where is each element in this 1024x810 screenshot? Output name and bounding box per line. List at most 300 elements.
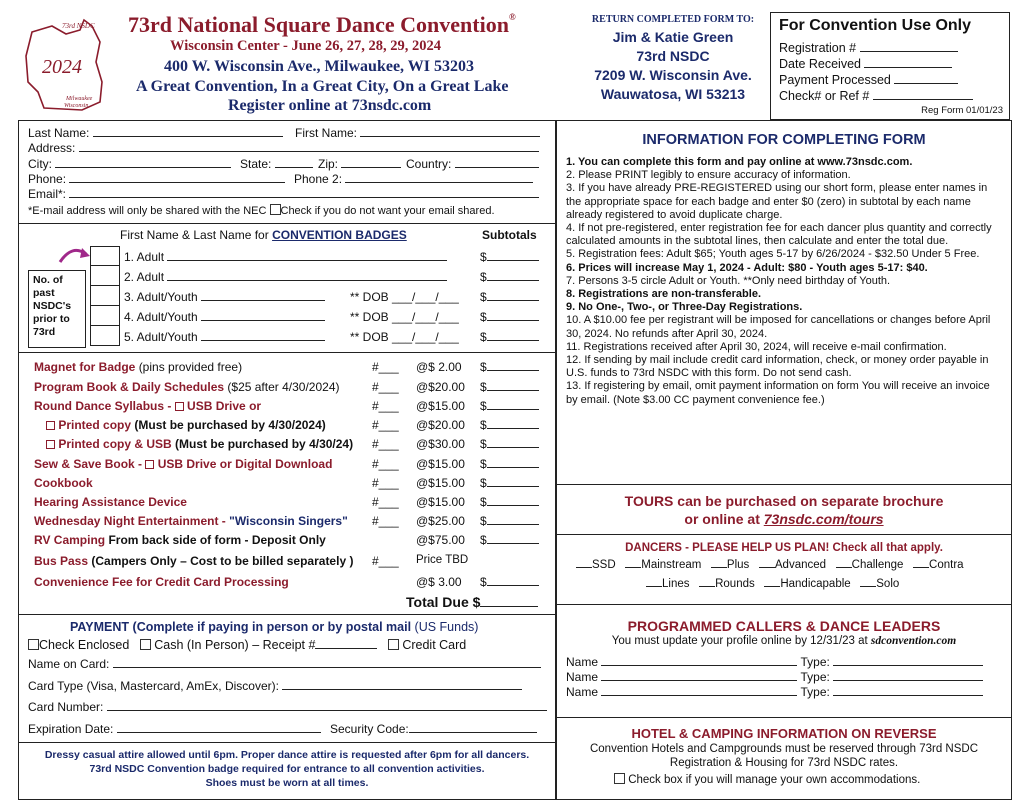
return-label: RETURN COMPLETED FORM TO:	[591, 14, 755, 25]
tours-line: or online at	[684, 511, 760, 527]
item-subtotal[interactable]	[480, 533, 539, 547]
credit-card-label: Credit Card	[402, 638, 467, 652]
item-label: Printed copy & USB	[58, 437, 172, 451]
badge-name-input[interactable]	[167, 270, 447, 281]
payment-subtitle: (Complete if paying in person or by postal mail	[132, 620, 412, 634]
office-field-label: Date Received	[779, 57, 861, 71]
dollar-sign: $	[480, 495, 487, 509]
item-qty[interactable]: #___	[372, 418, 399, 432]
item-label: Program Book & Daily Schedules	[34, 380, 225, 394]
dancer-check[interactable]	[711, 557, 727, 568]
tours-link[interactable]: 73nsdc.com/tours	[763, 511, 884, 527]
item-label: Wednesday Night Entertainment -	[34, 514, 230, 528]
phone-row	[28, 172, 285, 186]
badge-label: 4. Adult/Youth	[124, 310, 198, 324]
item-qty[interactable]: #___	[372, 437, 399, 451]
badge-row-4	[124, 310, 325, 324]
badge-name-input[interactable]	[167, 250, 447, 261]
check-enclosed-label: Check Enclosed	[39, 638, 130, 652]
caller-type-label: Type:	[800, 685, 830, 699]
badge-subtotal[interactable]	[480, 250, 539, 264]
last-name-row	[28, 126, 283, 140]
caller-name-label: Name	[566, 655, 599, 669]
expiration-label: Expiration Date:	[28, 722, 114, 736]
zip-input[interactable]	[341, 157, 401, 168]
office-use-title: For Convention Use Only	[779, 17, 972, 34]
email-optout-checkbox[interactable]	[270, 204, 281, 215]
divider	[18, 352, 556, 353]
item-qty[interactable]: #___	[372, 514, 399, 528]
dollar-sign: $	[480, 290, 487, 304]
phone2-row	[294, 172, 533, 186]
badge-subtotal[interactable]	[480, 290, 539, 304]
badge-label: 2. Adult	[124, 270, 165, 284]
caller-name-label: Name	[566, 670, 599, 684]
dancer-option: Plus	[726, 559, 750, 571]
office-field-line	[873, 89, 973, 100]
subtotal-line	[487, 533, 539, 544]
city-input[interactable]	[55, 157, 231, 168]
badge-row-5	[124, 330, 325, 344]
info-item: 7. Persons 3-5 circle Adult or Youth. **Only need birthday of Youth.	[566, 274, 891, 287]
cash-label: Cash (In Person) – Receipt #	[154, 638, 316, 652]
payment-title: PAYMENT	[70, 620, 130, 634]
divider	[556, 484, 1012, 485]
item-price: @$25.00	[416, 514, 465, 528]
item-convenience	[34, 575, 289, 589]
item-printed-copy	[46, 418, 326, 432]
info-title: INFORMATION FOR COMPLETING FORM	[642, 132, 926, 148]
state-row	[240, 157, 313, 171]
dancer-check[interactable]	[836, 557, 852, 568]
return-address	[578, 14, 768, 102]
item-price: @$15.00	[416, 495, 465, 509]
item-subtotal[interactable]	[480, 418, 539, 432]
item-subtotal[interactable]	[480, 476, 539, 490]
subtotal-line	[487, 270, 539, 281]
caller-type-input[interactable]	[833, 685, 983, 696]
first-name-row	[295, 126, 540, 140]
return-line-1: Jim & Katie Green	[612, 29, 734, 45]
dollar-sign: $	[480, 418, 487, 432]
zip-row	[318, 157, 401, 171]
usb-checkbox[interactable]	[175, 402, 184, 411]
dancers-title: DANCERS - PLEASE HELP US PLAN! Check all that apply.	[625, 542, 943, 554]
email-label: Email*:	[28, 187, 67, 201]
tours-line: TOURS can be purchased on separate brochure	[624, 493, 944, 509]
own-accommodations-row	[614, 773, 920, 786]
badge-name-input[interactable]	[201, 290, 325, 301]
dollar-sign: $	[480, 250, 487, 264]
registered-mark: ®	[508, 12, 516, 22]
item-qty[interactable]: #___	[372, 554, 399, 568]
item-program-book	[34, 380, 339, 394]
dollar-sign: $	[480, 310, 487, 324]
dob-field[interactable]: ** DOB ___/___/___	[350, 330, 459, 344]
state-label: State:	[240, 157, 272, 171]
phone2-input[interactable]	[345, 172, 533, 183]
item-qty[interactable]: #___	[372, 457, 399, 471]
office-field-date	[779, 57, 952, 71]
divider	[556, 534, 1012, 535]
callers-note	[556, 635, 1012, 647]
item-rv	[34, 533, 326, 547]
office-field-registration	[779, 41, 958, 55]
tours-section	[556, 492, 1012, 528]
dollar-sign: $	[480, 437, 487, 451]
past-nsdc-boxes	[90, 246, 120, 346]
zip-label: Zip:	[318, 157, 339, 171]
attire-note-line: 73rd NSDC Convention badge required for entrance to all convention activities.	[89, 763, 485, 775]
dancer-option: Rounds	[715, 578, 755, 590]
card-type-label: Card Type (Visa, Mastercard, AmEx, Discover):	[28, 679, 279, 693]
callers-title: PROGRAMMED CALLERS & DANCE LEADERS	[627, 618, 941, 634]
badges-header-text: First Name & Last Name for	[120, 228, 269, 242]
item-note: (pins provided free)	[138, 360, 243, 374]
attire-note-line: Shoes must be worn at all times.	[205, 777, 369, 789]
divider	[18, 614, 556, 615]
dancer-check[interactable]	[576, 557, 592, 568]
country-input[interactable]	[455, 157, 539, 168]
curved-arrow-icon	[56, 244, 94, 269]
expiration-row	[28, 722, 321, 736]
divider	[556, 717, 1012, 718]
credit-card-checkbox[interactable]	[388, 639, 399, 650]
subtotal-line	[487, 476, 539, 487]
callers-note-text: You must update your profile online by 12/31/23 at	[611, 635, 868, 647]
item-note: (Campers Only – Cost to be billed separately )	[91, 554, 354, 568]
caller-type-input[interactable]	[833, 655, 983, 666]
info-item: 1. You can complete this form and pay online at www.73nsdc.com.	[566, 156, 913, 168]
item-price: @$ 2.00	[416, 360, 462, 374]
info-item: 6. Prices will increase May 1, 2024 - Adult: $80 - Youth ages 5-17: $40.	[566, 261, 928, 274]
venue-address: 400 W. Wisconsin Ave., Milwaukee, WI 53203	[164, 58, 474, 75]
item-price: Price TBD	[416, 554, 469, 566]
email-note-row	[28, 204, 495, 217]
payment-header	[70, 620, 478, 634]
badges-header-link: CONVENTION BADGES	[272, 228, 407, 242]
item-bus	[34, 554, 353, 568]
subtotal-line	[487, 310, 539, 321]
item-price: @$15.00	[416, 476, 465, 490]
item-label: Round Dance Syllabus -	[34, 399, 175, 413]
dob-field[interactable]: ** DOB ___/___/___	[350, 310, 459, 324]
badges-header	[120, 228, 407, 242]
email-input[interactable]	[69, 187, 539, 198]
phone-input[interactable]	[69, 172, 285, 183]
info-item: 10. A $10.00 fee per registrant will be imposed for cancellations or changes before April 30, 2024. No refunds after April 30, 2024.	[566, 314, 991, 340]
info-item: 9. No One-, Two-, or Three-Day Registrations.	[566, 301, 803, 314]
past-nsdc-box[interactable]	[90, 306, 120, 326]
info-item: 4. If not pre-registered, enter registration fee for each dancer plus quantity and correctly calculated amounts in the subtotal lines, then calculate and enter the total due.	[566, 222, 992, 248]
card-number-label: Card Number:	[28, 700, 104, 714]
last-name-input[interactable]	[93, 126, 283, 137]
badge-subtotal[interactable]	[480, 330, 539, 344]
register-online-link[interactable]: Register online at 73nsdc.com	[228, 97, 432, 114]
item-label: Hearing Assistance Device	[34, 495, 187, 509]
subtotal-line	[487, 360, 539, 371]
info-item: 5. Registration fees: Adult $65; Youth ages 5-17 by 6/26/2024 - $32.50 Under 5 Free.	[566, 248, 980, 261]
caller-name-input[interactable]	[601, 685, 797, 696]
card-number-input[interactable]	[107, 700, 547, 711]
badge-subtotal[interactable]	[480, 310, 539, 324]
caller-name-input[interactable]	[601, 655, 797, 666]
item-round-dance	[34, 399, 261, 413]
check-enclosed-checkbox[interactable]	[28, 639, 39, 650]
attire-note-line: Dressy casual attire allowed until 6pm. Proper dance attire is requested after 6pm for all dancers.	[44, 749, 530, 761]
office-field-line	[894, 73, 958, 84]
card-number-row	[28, 700, 547, 714]
badge-row-3	[124, 290, 325, 304]
printed-copy-checkbox[interactable]	[46, 421, 55, 430]
phone2-label: Phone 2:	[294, 172, 343, 186]
item-qty[interactable]: #___	[372, 476, 399, 490]
caller-type-input[interactable]	[833, 670, 983, 681]
item-cookbook	[34, 476, 93, 490]
address-row	[28, 141, 539, 155]
country-label: Country:	[406, 157, 452, 171]
office-field-label: Registration #	[779, 41, 857, 55]
cash-checkbox[interactable]	[140, 639, 151, 650]
item-subtotal[interactable]	[480, 399, 539, 413]
item-qty[interactable]: #___	[372, 360, 399, 374]
item-price: @$15.00	[416, 457, 465, 471]
badge-row-1	[124, 250, 447, 264]
email-optout-label: Check if you do not want your email shared.	[280, 205, 495, 217]
item-price: @$30.00	[416, 437, 465, 451]
security-input[interactable]	[409, 722, 537, 733]
subtotal-line	[487, 457, 539, 468]
badge-name-input[interactable]	[201, 330, 325, 341]
dancer-check[interactable]	[913, 557, 929, 568]
country-row	[406, 157, 539, 171]
caller-row	[566, 655, 983, 669]
dollar-sign: $	[480, 514, 487, 528]
logo-top-text: 73rd NSDC	[62, 22, 95, 30]
office-field-label: Payment Processed	[779, 73, 891, 87]
dollar-sign: $	[480, 360, 487, 374]
phone-label: Phone:	[28, 172, 67, 186]
own-accommodations-label: Check box if you will manage your own accommodations.	[628, 774, 921, 786]
subtotal-line	[487, 495, 539, 506]
item-note: (Must be purchased by 4/30/2024)	[134, 418, 326, 432]
past-nsdc-box[interactable]	[90, 246, 120, 266]
expiration-input[interactable]	[117, 722, 321, 733]
dancer-check[interactable]	[699, 576, 715, 587]
return-line-2: 73rd NSDC	[636, 48, 710, 64]
dollar-sign: $	[480, 457, 487, 471]
name-on-card-row	[28, 657, 541, 671]
item-label: Printed copy	[58, 418, 132, 432]
dancer-check[interactable]	[646, 576, 662, 587]
past-nsdc-box[interactable]	[90, 326, 120, 346]
security-row	[330, 722, 537, 736]
caller-name-input[interactable]	[601, 670, 797, 681]
caller-type-label: Type:	[800, 670, 830, 684]
item-price: @$15.00	[416, 399, 465, 413]
badge-label: 5. Adult/Youth	[124, 330, 198, 344]
dollar-sign: $	[480, 380, 487, 394]
item-label: Bus Pass	[34, 554, 89, 568]
hotel-line: Registration & Housing for 73rd NSDC rates.	[669, 757, 899, 769]
page-title	[128, 12, 516, 38]
venue-dates: Wisconsin Center - June 26, 27, 28, 29, 2024	[170, 38, 441, 54]
receipt-input[interactable]	[315, 638, 377, 649]
convention-logo	[22, 12, 118, 116]
return-line-4: Wauwatosa, WI 53213	[600, 86, 746, 102]
item-note: USB Drive or Digital Download	[157, 457, 333, 471]
dancer-check[interactable]	[860, 576, 876, 587]
info-item: 13. If registering by email, omit payment information on form You will receive an invoice by email. (Note $3.00 CC payment convenience fee.)	[566, 380, 990, 406]
card-type-input[interactable]	[282, 679, 522, 690]
past-nsdc-label: No. of past NSDC's prior to 73rd	[28, 270, 86, 348]
item-label: RV Camping	[34, 533, 106, 547]
first-name-label: First Name:	[295, 126, 358, 140]
payment-methods	[28, 638, 466, 652]
divider	[18, 742, 556, 743]
email-row	[28, 187, 539, 201]
info-item: 3. If you have already PRE-REGISTERED using our short form, please enter names in the appropriate space for each badge and enter $0 (zero) in subtotal by each name already registered to avoid duplicate charge.	[566, 182, 988, 221]
dob-field[interactable]: ** DOB ___/___/___	[350, 290, 459, 304]
info-item: 11. Registrations received after April 30, 2024, will receive e-mail confirmation.	[566, 340, 947, 353]
caller-row	[566, 670, 983, 684]
item-sew-save	[34, 457, 332, 471]
item-qty[interactable]: #___	[372, 380, 399, 394]
total-due[interactable]	[406, 594, 538, 610]
item-price: @$75.00	[416, 533, 465, 547]
dollar-sign: $	[480, 533, 487, 547]
dollar-sign: $	[480, 330, 487, 344]
name-on-card-input[interactable]	[113, 657, 541, 668]
office-field-line	[864, 57, 952, 68]
hotel-title: HOTEL & CAMPING INFORMATION ON REVERSE	[631, 726, 937, 741]
office-use-box	[770, 12, 1010, 120]
printed-usb-checkbox[interactable]	[46, 440, 55, 449]
subtotal-line	[487, 250, 539, 261]
tagline: A Great Convention, In a Great City, On a Great Lake	[136, 78, 509, 95]
dancer-check[interactable]	[759, 557, 775, 568]
item-note: ($25 after 4/30/2024)	[227, 380, 340, 394]
item-subtotal[interactable]	[480, 495, 539, 509]
logo-state: Wisconsin	[64, 103, 89, 109]
item-price: @$ 3.00	[416, 575, 462, 589]
payment-funds: (US Funds)	[414, 620, 479, 634]
item-note: (Must be purchased by 4/30/24)	[175, 437, 354, 451]
dancer-check[interactable]	[764, 576, 780, 587]
subtotal-line	[487, 380, 539, 391]
dancer-option: Solo	[876, 578, 900, 590]
item-subtotal[interactable]	[480, 457, 539, 471]
dollar-sign: $	[480, 270, 487, 284]
subtotal-line	[487, 290, 539, 301]
item-qty[interactable]: #___	[372, 399, 399, 413]
address-input[interactable]	[79, 141, 539, 152]
subtotal-line	[487, 399, 539, 410]
subtotal-line	[487, 330, 539, 341]
subtotal-line	[487, 437, 539, 448]
divider	[18, 223, 556, 224]
hotel-info	[556, 742, 1012, 770]
info-list	[566, 156, 1002, 407]
total-due-label: Total Due $	[406, 594, 481, 610]
item-note: USB Drive or	[187, 399, 262, 413]
return-line-3: 7209 W. Wisconsin Ave.	[594, 67, 752, 83]
item-price: @$20.00	[416, 418, 465, 432]
email-note: *E-mail address will only be shared with the NEC	[28, 205, 267, 217]
item-label: Cookbook	[34, 476, 93, 490]
logo-year: 2024	[42, 56, 82, 78]
item-subtotal[interactable]	[480, 360, 539, 374]
own-accommodations-checkbox[interactable]	[614, 773, 625, 784]
dancer-option: Mainstream	[641, 559, 702, 571]
card-type-row	[28, 679, 522, 693]
office-field-payment	[779, 73, 958, 87]
dancers-row-2	[646, 576, 899, 590]
form-version: Reg Form 01/01/23	[921, 105, 1003, 116]
item-label: Convenience Fee for Credit Card Processing	[34, 575, 289, 589]
subtotals-header: Subtotals	[482, 228, 537, 242]
info-item: 2. Please PRINT legibly to ensure accuracy of information.	[566, 169, 851, 182]
item-label: Magnet for Badge	[34, 360, 136, 374]
dollar-sign: $	[480, 476, 487, 490]
caller-name-label: Name	[566, 685, 599, 699]
badge-name-input[interactable]	[201, 310, 325, 321]
security-label: Security Code:	[330, 722, 409, 736]
badge-label: 1. Adult	[124, 250, 165, 264]
info-item: 8. Registrations are non-transferable.	[566, 288, 761, 301]
caller-type-label: Type:	[800, 655, 830, 669]
callers-site-link[interactable]: sdconvention.com	[870, 635, 957, 647]
dancer-option: SSD	[592, 559, 616, 571]
past-nsdc-box[interactable]	[90, 266, 120, 286]
address-label: Address:	[28, 141, 76, 155]
item-qty[interactable]: #___	[372, 495, 399, 509]
past-nsdc-box[interactable]	[90, 286, 120, 306]
item-price: @$20.00	[416, 380, 465, 394]
item-subtotal[interactable]	[480, 437, 539, 451]
dancer-check[interactable]	[625, 557, 641, 568]
badge-row-2	[124, 270, 447, 284]
name-on-card-label: Name on Card:	[28, 657, 110, 671]
sew-save-checkbox[interactable]	[145, 460, 154, 469]
badge-subtotal[interactable]	[480, 270, 539, 284]
dollar-sign: $	[480, 399, 487, 413]
subtotal-line	[487, 575, 539, 586]
item-subtotal[interactable]	[480, 575, 539, 589]
item-note: From back side of form - Deposit Only	[108, 533, 326, 547]
first-name-input[interactable]	[360, 126, 540, 137]
badge-label: 3. Adult/Youth	[124, 290, 198, 304]
item-subtotal[interactable]	[480, 514, 539, 528]
logo-city: Milwaukee	[66, 96, 93, 102]
divider	[556, 604, 1012, 605]
subtotal-line	[487, 514, 539, 525]
item-note: "Wisconsin Singers"	[229, 514, 348, 528]
caller-row	[566, 685, 983, 699]
hotel-line: Convention Hotels and Campgrounds must be reserved through 73rd NSDC	[589, 743, 978, 755]
title-text: 73rd National Square Dance Convention	[128, 12, 509, 37]
item-label: Sew & Save Book -	[34, 457, 146, 471]
dancer-option: Advanced	[774, 559, 827, 571]
item-wednesday	[34, 514, 348, 528]
state-input[interactable]	[275, 157, 313, 168]
item-magnet	[34, 360, 242, 374]
item-subtotal[interactable]	[480, 380, 539, 394]
subtotal-line	[487, 418, 539, 429]
city-label: City:	[28, 157, 52, 171]
city-row	[28, 157, 231, 171]
office-field-check	[779, 89, 973, 103]
